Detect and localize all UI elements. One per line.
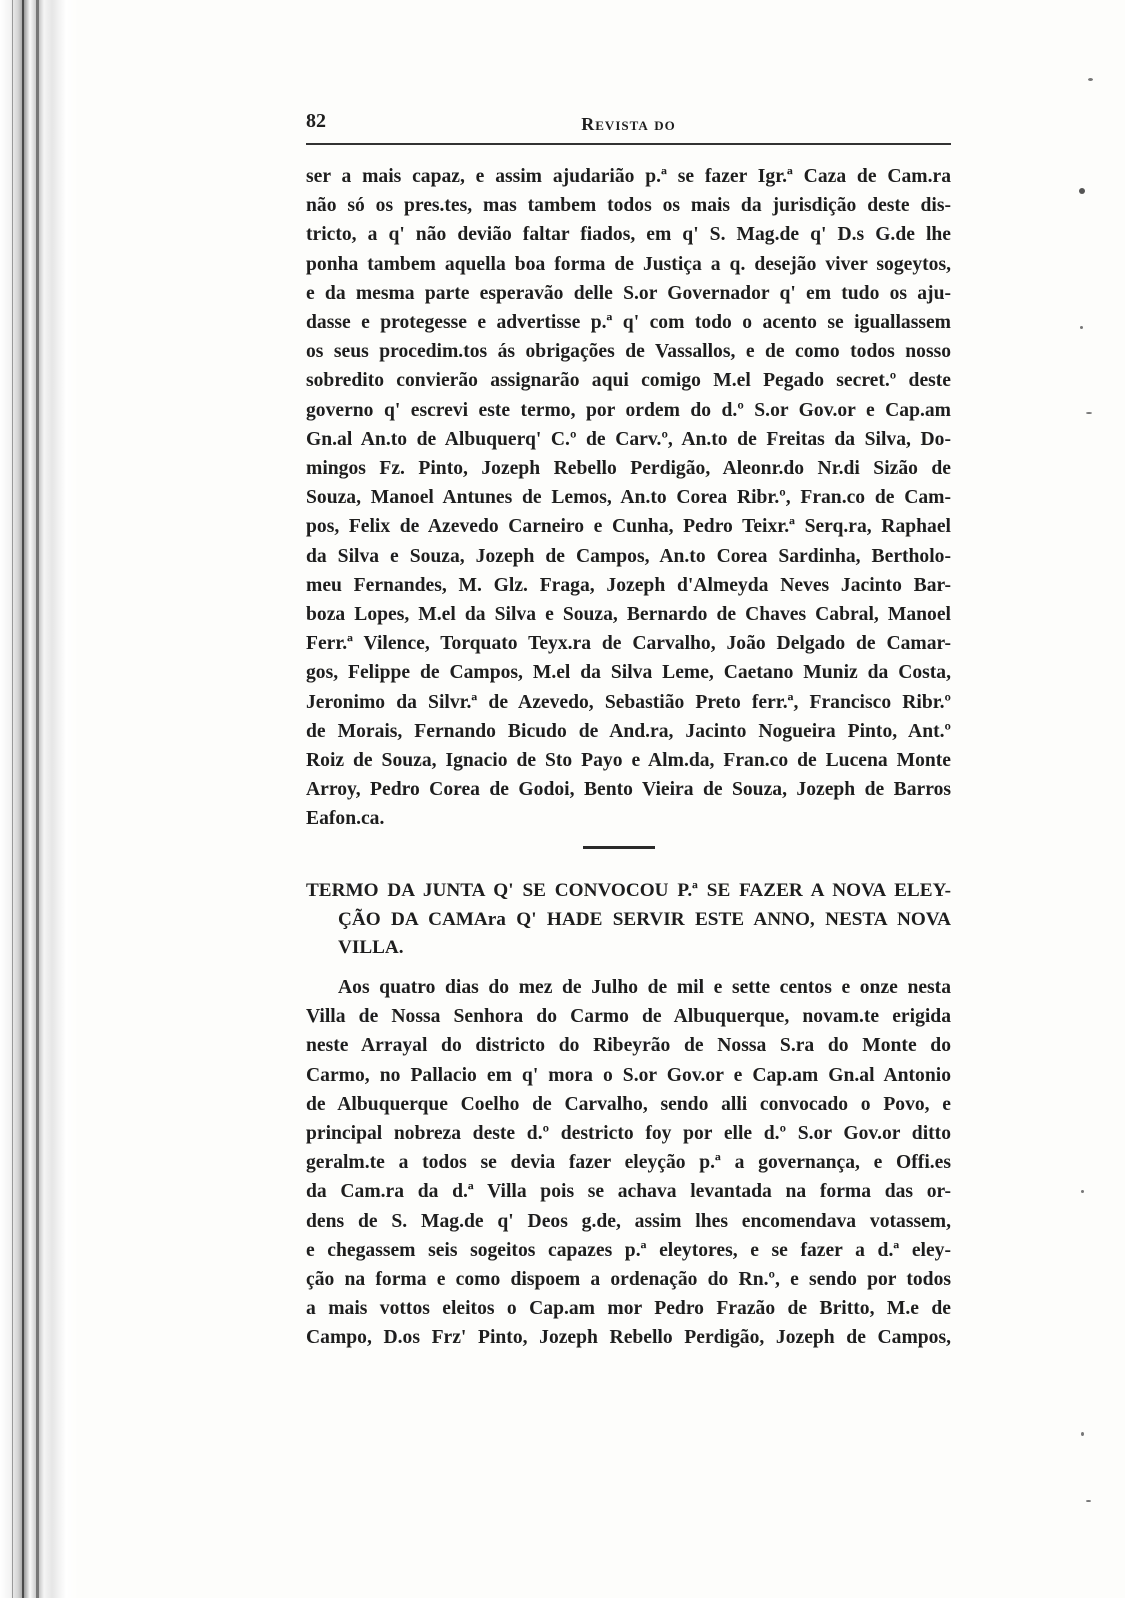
text-line: governo q' escrevi este termo, por ordem do d.º S.or Gov.or e Cap.am <box>306 399 951 421</box>
section-heading <box>306 877 951 963</box>
text-line: Campo, D.os Frz' Pinto, Jozeph Rebello Perdigão, Jozeph de Campos, <box>306 1327 951 1349</box>
page-header <box>306 106 951 140</box>
book-spine-shadow <box>0 0 78 1598</box>
text-line: boza Lopes, M.el da Silva e Souza, Bernardo de Chaves Cabral, Manoel <box>306 604 951 626</box>
text-line: dens de S. Mag.de q' Deos g.de, assim lhes encomendava votassem, <box>306 1210 951 1232</box>
text-line: da Silva e Souza, Jozeph de Campos, An.to Corea Sardinha, Bertholo- <box>306 545 951 567</box>
text-line: Carmo, no Pallacio em q' mora o S.or Gov.or e Cap.am Gn.al Antonio <box>306 1064 951 1086</box>
spine-line <box>22 0 24 1598</box>
scan-speck <box>1081 1190 1084 1193</box>
text-line: principal nobreza deste d.º destricto foy por elle d.º S.or Gov.or ditto <box>306 1123 951 1145</box>
spine-line <box>12 0 13 1598</box>
text-line: mingos Fz. Pinto, Jozeph Rebello Perdigão, Aleonr.do Nr.di Sizão de <box>306 458 951 480</box>
running-head: Revista do <box>581 114 676 134</box>
text-line: Eafon.ca. <box>306 808 385 830</box>
text-line: de Albuquerque Coelho de Carvalho, sendo alli convocado o Povo, e <box>306 1093 951 1115</box>
text-line: ção na forma e como dispoem a ordenação do Rn.º, e sendo por todos <box>306 1269 951 1291</box>
text-line: neste Arrayal do districto do Ribeyrão de Nossa S.ra do Monte do <box>306 1035 951 1057</box>
scan-speck <box>1086 1500 1091 1502</box>
text-line: os seus procedim.tos ás obrigações de Vassallos, e de como todos nosso <box>306 341 951 363</box>
text-line: não só os pres.tes, mas tambem todos os mais da jurisdição deste dis- <box>306 195 951 217</box>
scan-speck <box>1080 326 1083 329</box>
heading-line: VILLA. <box>338 937 404 958</box>
paragraph-termo <box>306 973 951 1353</box>
paragraph-continuation <box>306 162 951 834</box>
text-line: Roiz de Souza, Ignacio de Sto Payo e Alm.da, Fran.co de Lucena Monte <box>306 750 951 772</box>
scan-speck <box>1088 78 1093 81</box>
text-line: tricto, a q' não devião faltar fiados, em q' S. Mag.de q' D.s G.de lhe <box>306 224 951 246</box>
text-line: meu Fernandes, M. Glz. Fraga, Jozeph d'Almeyda Neves Jacinto Bar- <box>306 574 951 596</box>
scan-speck <box>1086 412 1092 414</box>
text-line: gos, Felippe de Campos, M.el da Silva Leme, Caetano Muniz da Costa, <box>306 662 951 684</box>
scan-speck <box>1081 1432 1084 1436</box>
text-line: dasse e protegesse e advertisse p.ª q' com todo o acento se iguallassem <box>306 312 951 334</box>
text-line: sobredito convierão assignarão aqui comigo M.el Pegado secret.º deste <box>306 370 951 392</box>
header-rule <box>306 143 951 145</box>
text-line: Villa de Nossa Senhora do Carmo de Albuquerque, novam.te erigida <box>306 1006 951 1028</box>
text-line: Gn.al An.to de Albuquerq' C.º de Carv.º, An.to de Freitas da Silva, Do- <box>306 428 951 450</box>
text-line: a mais vottos eleitos o Cap.am mor Pedro Frazão de Britto, M.e de <box>306 1298 951 1320</box>
text-line: ser a mais capaz, e assim ajudarião p.ª se fazer Igr.ª Caza de Cam.ra <box>306 166 951 187</box>
text-line: e chegassem seis sogeitos capazes p.ª eleytores, e se fazer a d.ª eley- <box>306 1239 951 1261</box>
scan-speck <box>1079 188 1085 194</box>
text-line: Arroy, Pedro Corea de Godoi, Bento Vieira de Souza, Jozeph de Barros <box>306 779 951 801</box>
text-line: pos, Felix de Azevedo Carneiro e Cunha, Pedro Teixr.ª Serq.ra, Raphael <box>306 516 951 538</box>
page-number: 82 <box>306 110 326 132</box>
text-line: e da mesma parte esperavão delle S.or Governador q' em tudo os aju- <box>306 282 951 304</box>
text-line: Souza, Manoel Antunes de Lemos, An.to Corea Ribr.º, Fran.co de Cam- <box>306 487 951 509</box>
heading-line: ÇÃO DA CAMAra Q' HADE SERVIR ESTE ANNO, NESTA NOVA <box>338 908 951 930</box>
text-line: Jeronimo da Silvr.ª de Azevedo, Sebastião Preto ferr.ª, Francisco Ribr.º <box>306 691 951 713</box>
section-divider <box>583 846 655 849</box>
text-line: de Morais, Fernando Bicudo de And.ra, Jacinto Nogueira Pinto, Ant.º <box>306 720 951 742</box>
text-line: ponha tambem aquella boa forma de Justiça a q. desejão viver sogeytos, <box>306 253 951 275</box>
text-line: Ferr.ª Vilence, Torquato Teyx.ra de Carvalho, João Delgado de Camar- <box>306 633 951 655</box>
text-line: geralm.te a todos se devia fazer eleyção p.ª a governança, e Offi.es <box>306 1152 951 1174</box>
text-line: da Cam.ra da d.ª Villa pois se achava levantada na forma das or- <box>306 1181 951 1203</box>
text-line: Aos quatro dias do mez de Julho de mil e sette centos e onze nesta <box>338 977 951 998</box>
heading-line: TERMO DA JUNTA Q' SE CONVOCOU P.ª SE FAZER A NOVA ELEY- <box>306 880 951 901</box>
spine-line <box>36 0 39 1598</box>
